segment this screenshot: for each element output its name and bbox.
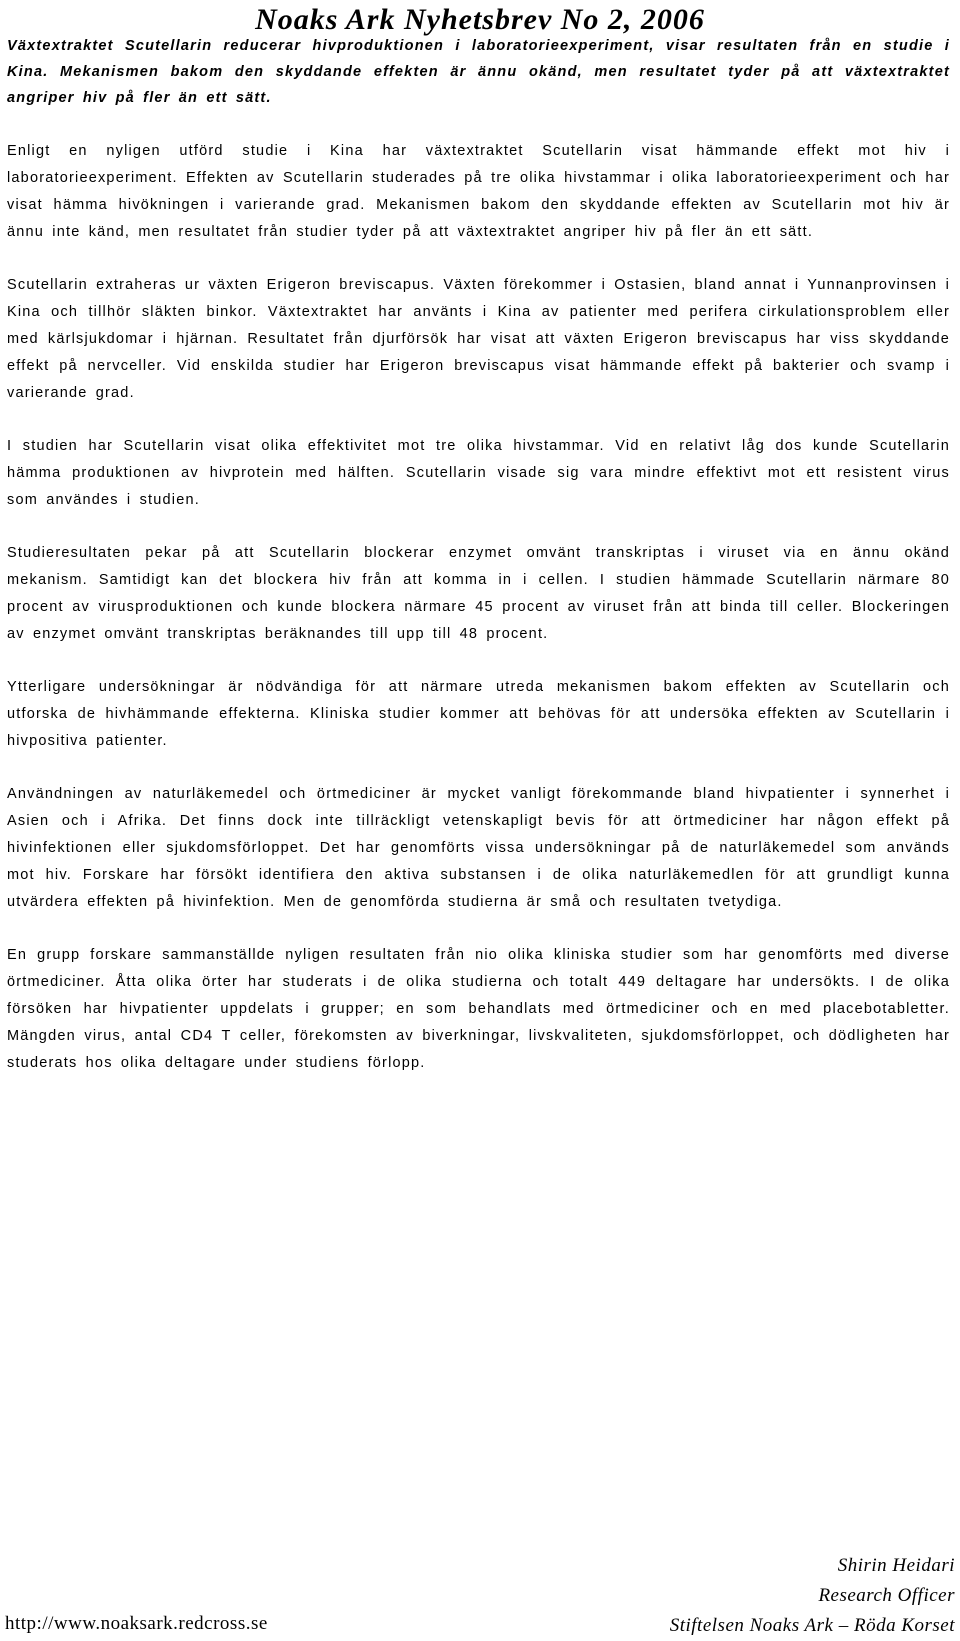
author-role: Research Officer (818, 1585, 955, 1606)
author-signature (670, 1551, 955, 1641)
article-paragraph: Enligt en nyligen utförd studie i Kina har växtextraktet Scutellarin visat hämmande effekt mot hiv i laboratorieexperiment. Effekten av Scutellarin studerades på tre olika hivstammar i olika laboratorieexperiment och har visat hämma hivökningen i varierande grad. Mekanismen bakom den skyddande effekten av Scutellarin mot hiv är ännu inte känd, men resultatet från studier tyder på att växtextraktet angriper hiv på fler än ett sätt. (7, 143, 950, 240)
article-lead: Växtextraktet Scutellarin reducerar hivproduktionen i laboratorieexperiment, visar resultaten från en studie i Kina. Mekanismen bakom den skyddande effekten är ännu okänd, men resultatet tyder på att växtextraktet angriper hiv på fler än ett sätt. (7, 38, 950, 106)
article-paragraph: Scutellarin extraheras ur växten Erigeron breviscapus. Växten förekommer i Ostasien, bland annat i Yunnanprovinsen i Kina och tillhör släkten binkor. Växtextraktet har använts i Kina av patienter med perifera cirkulationsproblem eller med kärlsjukdomar i hjärnan. Resultatet från djurförsök har visat att växten Erigeron breviscapus har viss skyddande effekt på nervceller. Vid enskilda studier har Erigeron breviscapus visat hämmande effekt på bakterier och svamp i varierande grad. (7, 277, 950, 401)
page-title: Noaks Ark Nyhetsbrev No 2, 2006 (255, 3, 705, 36)
article-paragraph: Ytterligare undersökningar är nödvändiga för att närmare utreda mekanismen bakom effekten av Scutellarin och utforska de hivhämmande effekterna. Kliniska studier kommer att behövas för att undersöka effekten av Scutellarin i hivpositiva patienter. (7, 679, 950, 749)
author-name: Shirin Heidari (837, 1555, 955, 1576)
author-organization: Stiftelsen Noaks Ark – Röda Korset (669, 1615, 955, 1636)
page-footer (0, 1547, 960, 1638)
article-paragraph: I studien har Scutellarin visat olika effektivitet mot tre olika hivstammar. Vid en relativt låg dos kunde Scutellarin hämma produktionen av hivprotein med hälften. Scutellarin visade sig vara mindre effektivt mot ett resistent virus som användes i studien. (7, 438, 950, 508)
article-paragraph: Användningen av naturläkemedel och örtmediciner är mycket vanligt förekommande bland hivpatienter i synnerhet i Asien och i Afrika. Det finns dock inte tillräckligt vetenskapligt bevis för att örtmediciner har någon effekt på hivinfektionen eller sjukdomsförloppet. Det har genomförts vissa undersökningar på de naturläkemedel som används mot hiv. Forskare har försökt identifiera den aktiva substansen i de olika naturläkemedlen för att grundligt kunna utvärdera effekten på hivinfektion. Men de genomförda studierna är små och resultaten tvetydiga. (7, 786, 950, 910)
website-link[interactable]: http://www.noaksark.redcross.se (5, 1613, 268, 1634)
article-body (7, 33, 950, 1077)
article-paragraph: Studieresultaten pekar på att Scutellarin blockerar enzymet omvänt transkriptas i viruset via en ännu okänd mekanism. Samtidigt kan det blockera hiv från att komma in i cellen. I studien hämmade Scutellarin närmare 80 procent av virusproduktionen och kunde blockera närmare 45 procent av viruset från att binda till celler. Blockeringen av enzymet omvänt transkriptas beräknandes till upp till 48 procent. (7, 545, 950, 642)
article-paragraph: En grupp forskare sammanställde nyligen resultaten från nio olika kliniska studier som har genomförts med diverse örtmediciner. Åtta olika örter har studerats i de olika studierna och totalt 449 deltagare har undersökts. I de olika försöken har hivpatienter uppdelats i grupper; en som behandlats med örtmediciner och en med placebotabletter. Mängden virus, antal CD4 T celler, förekomsten av biverkningar, livskvaliteten, sjukdomsförloppet, och dödligheten har studerats hos olika deltagare under studiens förlopp. (7, 947, 950, 1071)
